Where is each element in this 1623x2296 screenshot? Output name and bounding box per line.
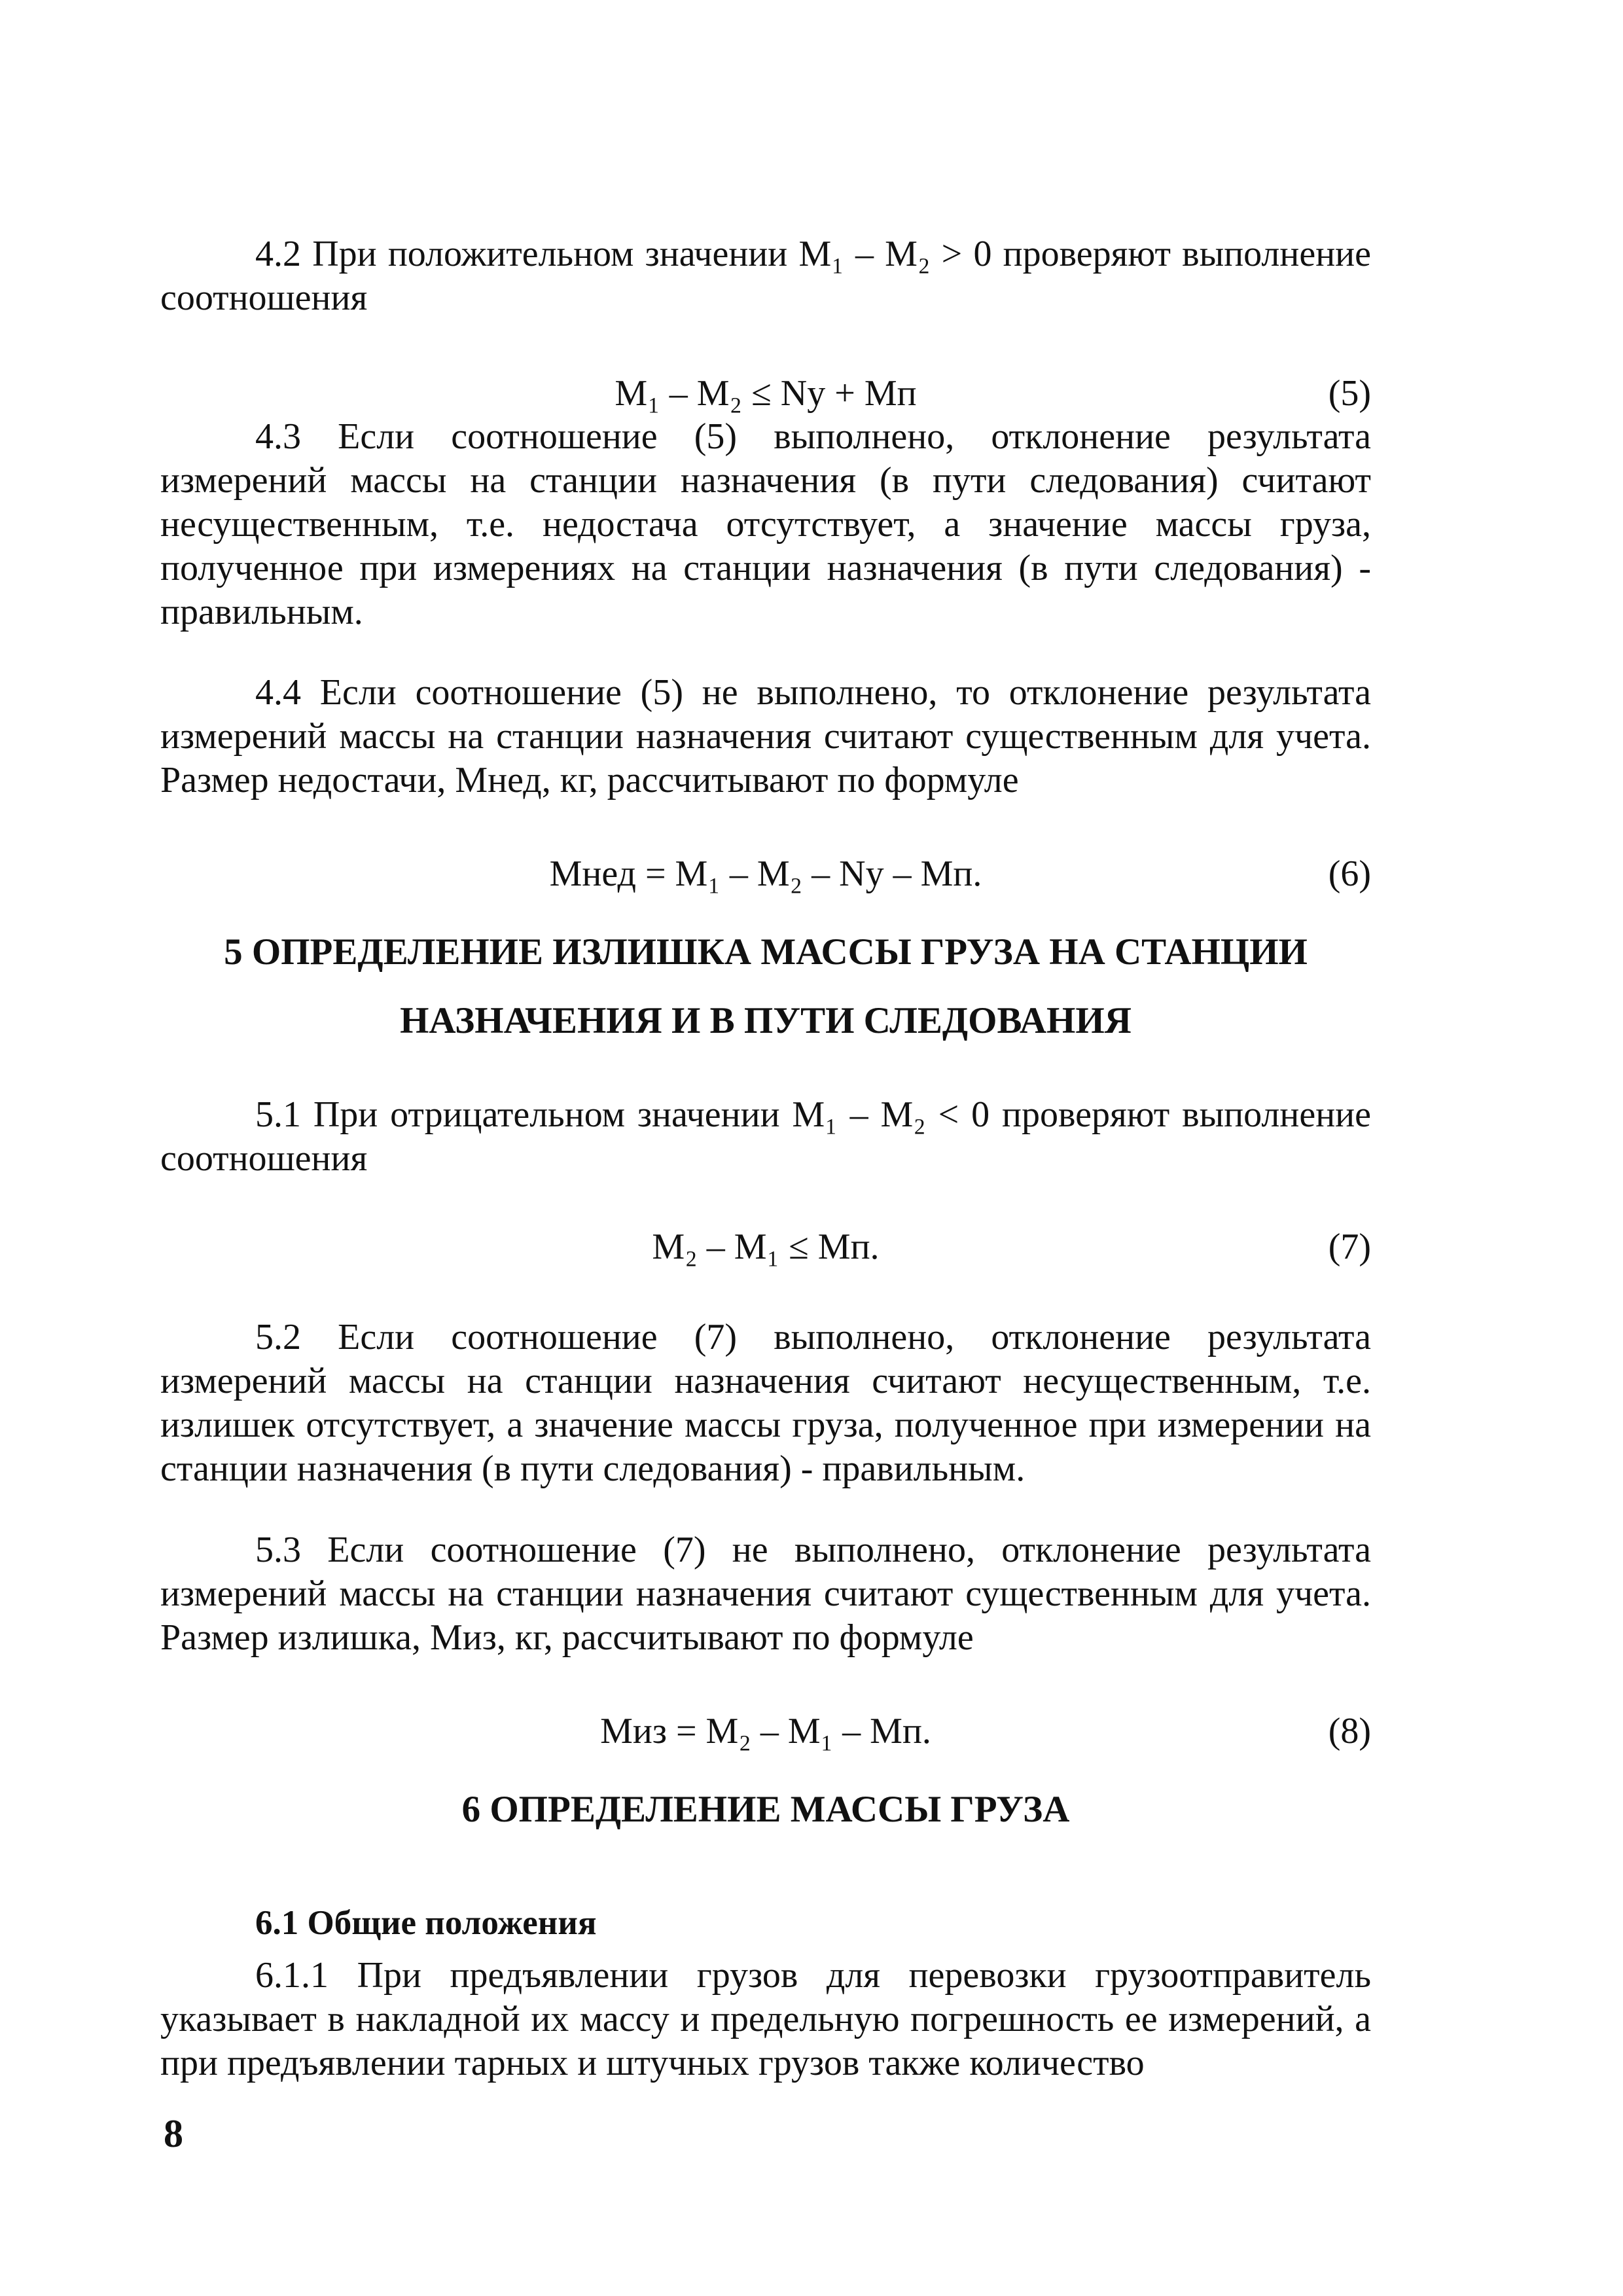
paragraph-4-4: 4.4 Если соотношение (5) не выполнено, то отклонение результата измерений массы на станции назначения считают существенным для учета. Размер недостачи, Mнед, кг, рассчитывают по формуле: [160, 672, 1371, 800]
formula-5-number: (5): [1328, 373, 1371, 414]
formula-8-number: (8): [1328, 1711, 1371, 1751]
formula-8-expression: Mиз = M₂ – M₁ – Mп.: [600, 1711, 931, 1751]
formula-5: [160, 370, 1371, 416]
formula-7: [160, 1224, 1371, 1270]
subsection-6-1-heading: 6.1 Общие положения: [255, 1904, 597, 1942]
paragraph-5-1: 5.1 При отрицательном значении M₁ – M₂ < 0 проверяют выполнение соотношения: [160, 1094, 1371, 1179]
formula-6-number: (6): [1328, 853, 1371, 894]
section-5-heading-line-2: НАЗНАЧЕНИЯ И В ПУТИ СЛЕДОВАНИЯ: [400, 1000, 1132, 1041]
formula-6: [160, 851, 1371, 897]
formula-7-expression: M₂ – M₁ ≤ Mп.: [652, 1227, 880, 1267]
paragraph-5-3: 5.3 Если соотношение (7) не выполнено, отклонение результата измерений массы на станции назначения считают существенным для учета. Размер излишка, Mиз, кг, рассчитывают по формуле: [160, 1530, 1371, 1658]
paragraph-6-1-1: 6.1.1 При предъявлении грузов для перевозки грузоотправитель указывает в накладной их массу и предельную погрешность ее измерений, а при предъявлении тарных и штучных грузов также количество: [160, 1955, 1371, 2083]
formula-5-expression: M₁ – M₂ ≤ Nу + Mп: [615, 373, 917, 414]
section-6-heading: 6 ОПРЕДЕЛЕНИЕ МАССЫ ГРУЗА: [461, 1789, 1070, 1830]
section-5-heading-line-1: 5 ОПРЕДЕЛЕНИЕ ИЗЛИШКА МАССЫ ГРУЗА НА СТАНЦИИ: [224, 931, 1308, 973]
paragraph-4-2: 4.2 При положительном значении M₁ – M₂ > 0 проверяют выполнение соотношения: [160, 234, 1371, 318]
formula-8: [160, 1708, 1371, 1754]
page-number: 8: [164, 2112, 183, 2155]
formula-7-number: (7): [1328, 1227, 1371, 1267]
formula-6-expression: Mнед = M₁ – M₂ – Nу – Mп.: [549, 853, 982, 894]
paragraph-5-2: 5.2 Если соотношение (7) выполнено, отклонение результата измерений массы на станции назначения считают несущественным, т.е. излишек отсутствует, а значение массы груза, полученное при измерении на станции назначения (в пути следования) - правильным.: [160, 1317, 1371, 1489]
paragraph-4-3: 4.3 Если соотношение (5) выполнено, отклонение результата измерений массы на станции назначения (в пути следования) считают несущественным, т.е. недостача отсутствует, а значение массы груза, полученное при измерениях на станции назначения (в пути следования) - правильным.: [160, 416, 1371, 632]
